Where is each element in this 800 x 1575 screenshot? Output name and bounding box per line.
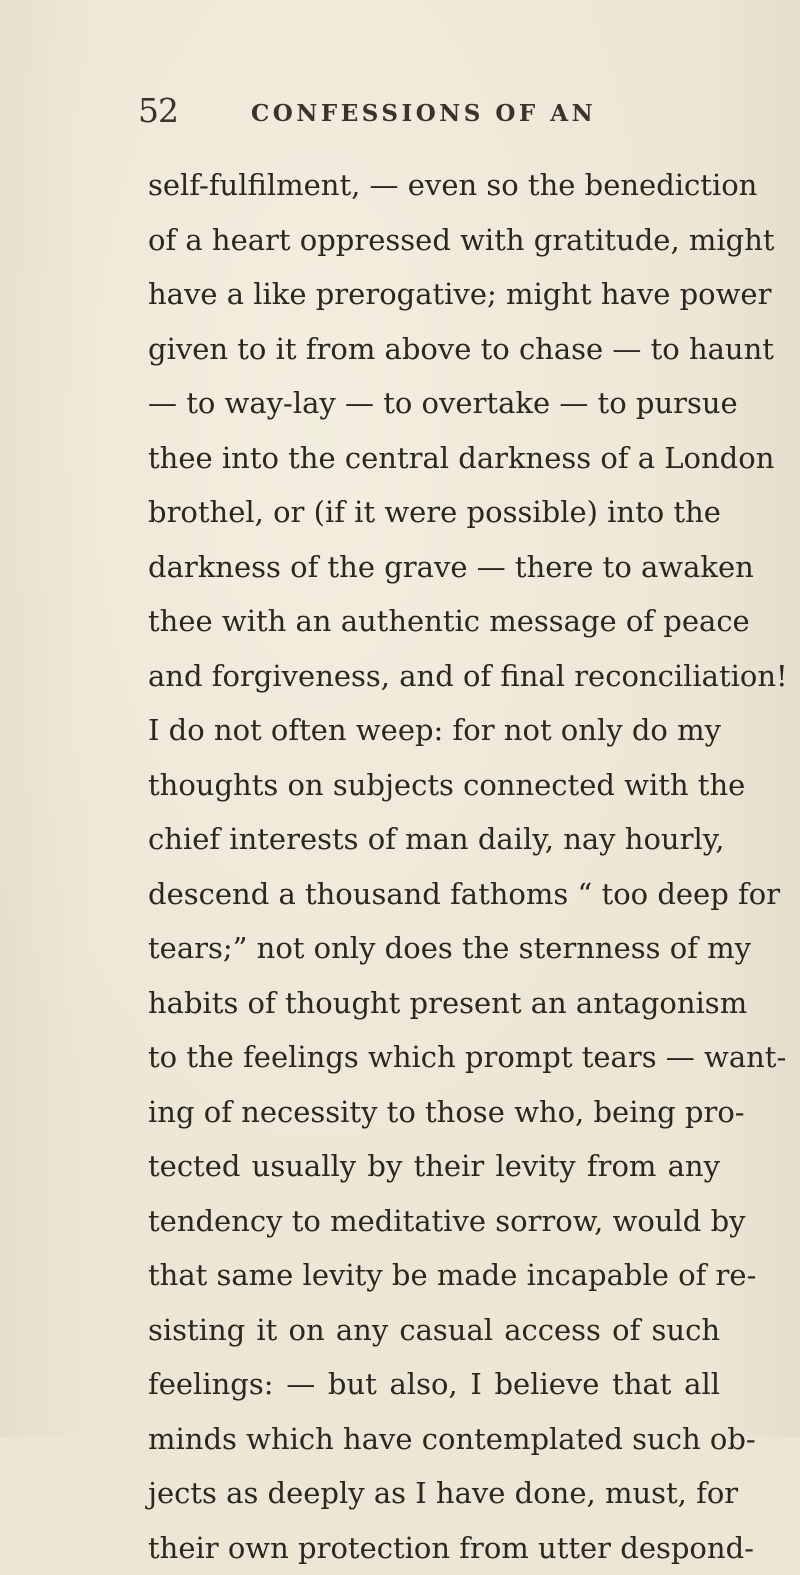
text-line: minds which have contemplated such ob- — [148, 1412, 720, 1467]
text-line: tendency to meditative sorrow, would by — [148, 1194, 720, 1249]
text-line: of a heart oppressed with gratitude, might — [148, 213, 720, 268]
text-line: feelings: — but also, I believe that all — [148, 1357, 720, 1412]
text-line: and forgiveness, and of final reconciliation! — [148, 649, 720, 704]
text-line: I do not often weep: for not only do my — [148, 703, 720, 758]
text-line: darkness of the grave — there to awaken — [148, 540, 720, 595]
text-line: self-fulfilment, — even so the benediction — [148, 158, 720, 213]
text-line: thee with an authentic message of peace — [148, 594, 720, 649]
running-title: CONFESSIONS OF AN — [251, 102, 596, 126]
text-line: sisting it on any casual access of such — [148, 1303, 720, 1358]
text-line: descend a thousand fathoms “ too deep for — [148, 867, 720, 922]
text-line: chief interests of man daily, nay hourly, — [148, 812, 720, 867]
text-line: their own protection from utter despond- — [148, 1521, 720, 1575]
body-text — [148, 158, 720, 1575]
running-head — [138, 84, 698, 144]
text-line: thee into the central darkness of a London — [148, 431, 720, 486]
text-line: tected usually by their levity from any — [148, 1139, 720, 1194]
text-line: that same levity be made incapable of re- — [148, 1248, 720, 1303]
text-line: tears;” not only does the sternness of my — [148, 921, 720, 976]
text-line: thoughts on subjects connected with the — [148, 758, 720, 813]
text-line: to the feelings which prompt tears — want- — [148, 1030, 720, 1085]
text-line: have a like prerogative; might have power — [148, 267, 720, 322]
text-line: jects as deeply as I have done, must, for — [148, 1466, 720, 1521]
text-line: — to way-lay — to overtake — to pursue — [148, 376, 720, 431]
text-line: given to it from above to chase — to haunt — [148, 322, 720, 377]
text-line: brothel, or (if it were possible) into the — [148, 485, 720, 540]
page-number: 52 — [138, 94, 178, 127]
text-line: habits of thought present an antagonism — [148, 976, 720, 1031]
text-line: ing of necessity to those who, being pro- — [148, 1085, 720, 1140]
